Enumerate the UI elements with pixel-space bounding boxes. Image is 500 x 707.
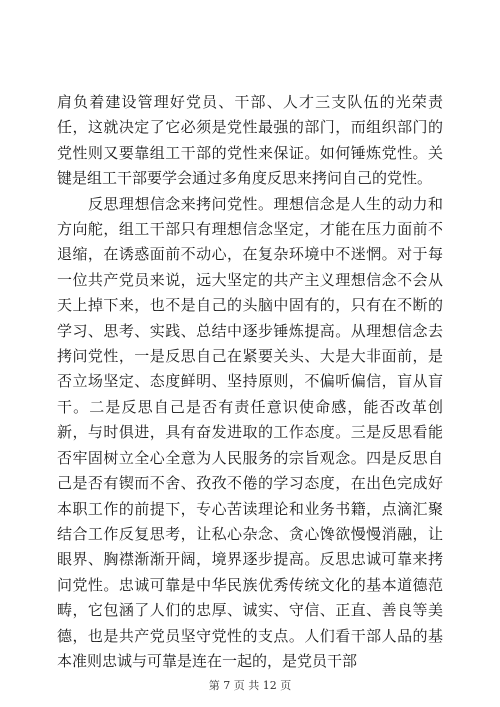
document-body [57,90,443,674]
paragraph-1: 肩负着建设管理好党员、干部、人才三支队伍的光荣责任，这就决定了它必须是党性最强的部门，而组织部门的党性则又要靠组工干部的党性来保证。如何锤炼党性。关键是组工干部要学会通过多角度反思来拷问自己的党性。 [57,93,443,188]
page-footer: 第 7 页 共 12 页 [208,679,292,692]
paragraph-2: 反思理想信念来拷问党性。理想信念是人生的动力和方向舵，组工干部只有理想信念坚定，才能在压力面前不退缩，在诱惑面前不动心，在复杂环境中不迷惘。对于每一位共产党员来说，远大坚定的共产主义理想信念不会从天上掉下来，也不是自己的头脑中固有的，只有在不断的学习、思考、实践、总结中逐步锤炼提高。从理想信念去拷问党性，一是反思自己在紧要关头、大是大非面前，是否立场坚定、态度鲜明、坚持原则，不偏听偏信，盲从盲干。二是反思自己是否有责任意识使命感，能否改革创新，与时俱进，具有奋发进取的工作态度。三是反思看能否牢固树立全心全意为人民服务的宗旨观念。四是反思自己是否有锲而不舍、孜孜不倦的学习态度，在出色完成好本职工作的前提下，专心苦读理论和业务书籍，点滴汇聚结合工作反复思考，让私心杂念、贪心馋欲慢慢消融，让眼界、胸襟渐渐开阔，境界逐步提高。反思忠诚可靠来拷问党性。忠诚可靠是中华民族优秀传统文化的基本道德范畴，它包涵了人们的忠厚、诚实、守信、正直、善良等美德，也是共产党员坚守党性的支点。人们看干部人品的基本准则忠诚与可靠是连在一起的，是党员干部 [57,194,443,670]
